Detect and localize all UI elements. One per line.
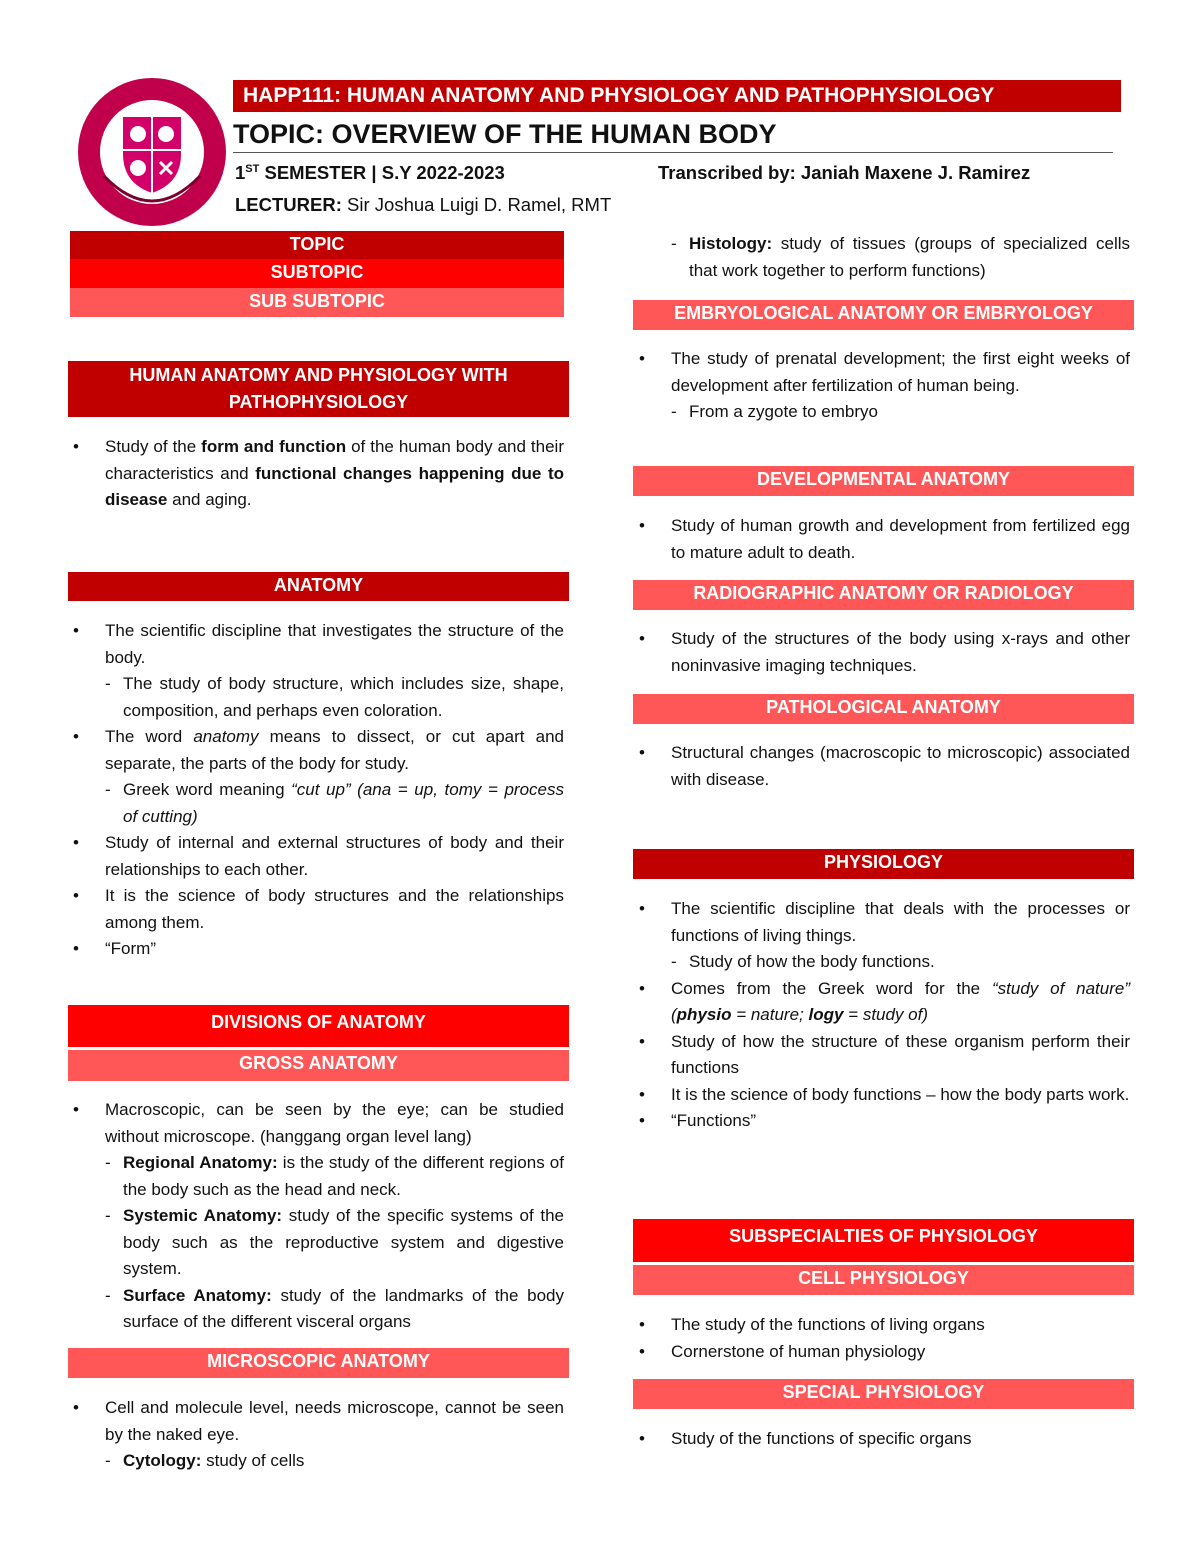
subheading-gross-anatomy: GROSS ANATOMY: [68, 1050, 569, 1081]
list-item: • It is the science of body functions – how the body parts work.: [634, 1082, 1130, 1109]
list-item: • “Functions”: [634, 1108, 1130, 1135]
subheading-pathological: PATHOLOGICAL ANATOMY: [633, 694, 1134, 724]
sub-list-item: - Cytology: study of cells: [68, 1448, 564, 1475]
section-heading-physiology: PHYSIOLOGY: [633, 849, 1134, 879]
page-title: TOPIC: OVERVIEW OF THE HUMAN BODY: [233, 116, 1113, 153]
section-heading-divisions: DIVISIONS OF ANATOMY: [68, 1005, 569, 1047]
university-logo: [76, 76, 228, 228]
list-item: • Study of how the structure of these organism perform their functions: [634, 1029, 1130, 1082]
legend-topic: TOPIC: [70, 231, 564, 259]
legend-subsubtopic: SUB SUBTOPIC: [70, 288, 564, 317]
radiographic-content: [634, 626, 1130, 679]
list-item: • Study of human growth and development from fertilized egg to mature adult to death.: [634, 513, 1130, 566]
embryology-content: [634, 346, 1130, 426]
list-item: • Study of the structures of the body using x-rays and other noninvasive imaging techniques.: [634, 626, 1130, 679]
sub-list-item: - Histology: study of tissues (groups of specialized cells that work together to perform functions): [634, 231, 1130, 284]
sub-list-item: - From a zygote to embryo: [634, 399, 1130, 426]
subheading-developmental: DEVELOPMENTAL ANATOMY: [633, 466, 1134, 496]
transcriber-info: Transcribed by: Janiah Maxene J. Ramirez: [658, 162, 1031, 183]
list-item: • The word anatomy means to dissect, or cut apart and separate, the parts of the body for study.: [68, 724, 564, 777]
list-item: • Macroscopic, can be seen by the eye; can be studied without microscope. (hanggang organ level lang): [68, 1097, 564, 1150]
sub-list-item: - Systemic Anatomy: study of the specific systems of the body such as the reproductive system and digestive system.: [68, 1203, 564, 1283]
section-heading-subspecialties: SUBSPECIALTIES OF PHYSIOLOGY: [633, 1219, 1134, 1262]
list-item: • Study of internal and external structures of body and their relationships to each other.: [68, 830, 564, 883]
section-heading-hap: HUMAN ANATOMY AND PHYSIOLOGY WITH PATHOPHYSIOLOGY: [68, 361, 569, 417]
microscopic-content: [68, 1395, 564, 1475]
list-item: • The scientific discipline that deals with the processes or functions of living things.: [634, 896, 1130, 949]
histology-content: [634, 231, 1130, 284]
sub-list-item: - Surface Anatomy: study of the landmarks of the body surface of the different visceral organs: [68, 1283, 564, 1336]
course-title: HAPP111: HUMAN ANATOMY AND PHYSIOLOGY AND PATHOPHYSIOLOGY: [233, 80, 1121, 112]
subheading-embryology: EMBRYOLOGICAL ANATOMY OR EMBRYOLOGY: [633, 300, 1134, 330]
special-physiology-content: [634, 1426, 1130, 1453]
pathological-content: [634, 740, 1130, 793]
section-heading-anatomy: ANATOMY: [68, 572, 569, 601]
list-item: • Comes from the Greek word for the “study of nature” (physio = nature; logy = study of): [634, 976, 1130, 1029]
cell-physiology-content: [634, 1312, 1130, 1365]
list-item: • Study of the functions of specific organs: [634, 1426, 1130, 1453]
list-item: • It is the science of body structures and the relationships among them.: [68, 883, 564, 936]
semester-info: 1ST SEMESTER | S.Y 2022-2023: [235, 162, 505, 183]
lecturer-info: LECTURER: Sir Joshua Luigi D. Ramel, RMT: [235, 194, 612, 215]
list-item: • The scientific discipline that investigates the structure of the body.: [68, 618, 564, 671]
hap-content: [68, 434, 564, 514]
sub-list-item: - Regional Anatomy: is the study of the different regions of the body such as the head and neck.: [68, 1150, 564, 1203]
anatomy-content: [68, 618, 564, 963]
physiology-content: [634, 896, 1130, 1135]
list-item: • Structural changes (macroscopic to microscopic) associated with disease.: [634, 740, 1130, 793]
developmental-content: [634, 513, 1130, 566]
list-item: • “Form”: [68, 936, 564, 963]
subheading-microscopic-anatomy: MICROSCOPIC ANATOMY: [68, 1348, 569, 1378]
sub-list-item: - Greek word meaning “cut up” (ana = up, tomy = process of cutting): [68, 777, 564, 830]
subheading-cell-physiology: CELL PHYSIOLOGY: [633, 1265, 1134, 1295]
list-item: • The study of the functions of living organs: [634, 1312, 1130, 1339]
list-item: • Cornerstone of human physiology: [634, 1339, 1130, 1366]
subheading-radiographic: RADIOGRAPHIC ANATOMY OR RADIOLOGY: [633, 580, 1134, 610]
gross-content: [68, 1097, 564, 1336]
legend-subtopic: SUBTOPIC: [70, 259, 564, 288]
list-item: • Cell and molecule level, needs microscope, cannot be seen by the naked eye.: [68, 1395, 564, 1448]
sub-list-item: - Study of how the body functions.: [634, 949, 1130, 976]
list-item: • The study of prenatal development; the first eight weeks of development after fertilization of human being.: [634, 346, 1130, 399]
subheading-special-physiology: SPECIAL PHYSIOLOGY: [633, 1379, 1134, 1409]
list-item: • Study of the form and function of the human body and their characteristics and functional changes happening due to disease and aging.: [68, 434, 564, 514]
sub-list-item: - The study of body structure, which includes size, shape, composition, and perhaps even coloration.: [68, 671, 564, 724]
